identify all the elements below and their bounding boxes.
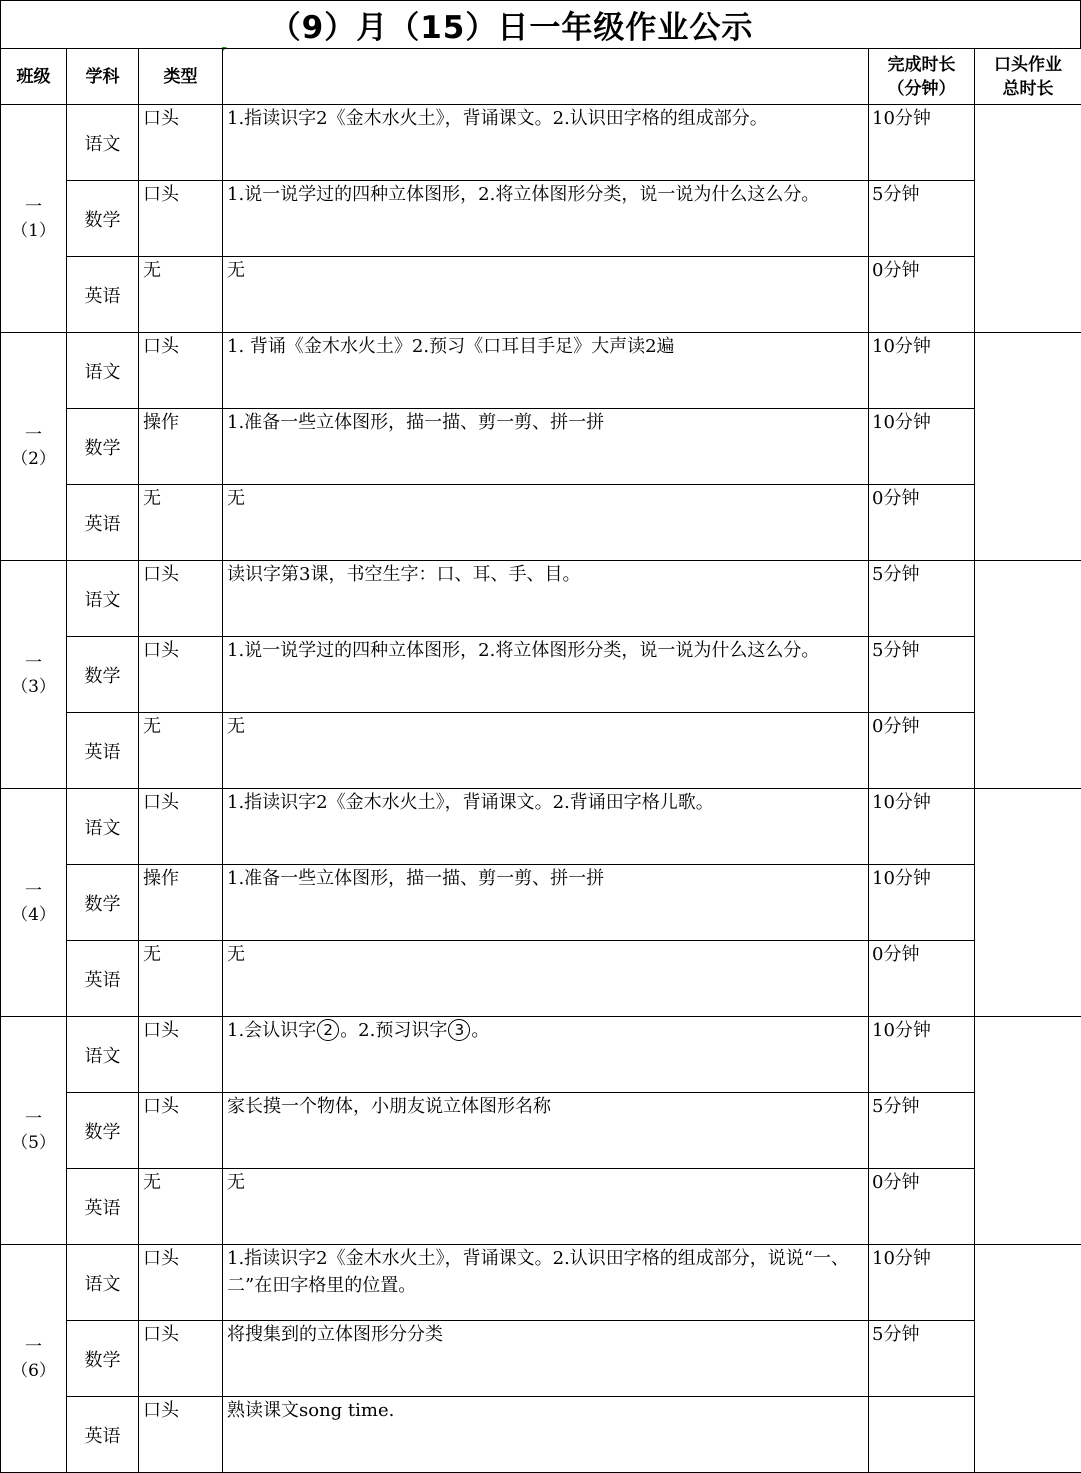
oral-total-cell bbox=[975, 1017, 1081, 1245]
table-row bbox=[1, 865, 1081, 941]
oral-total-cell bbox=[975, 789, 1081, 1017]
page-title bbox=[0, 0, 1081, 48]
subject-cell: 英语 bbox=[67, 941, 139, 1017]
oral-total-cell bbox=[975, 105, 1081, 333]
homework-table bbox=[0, 48, 1081, 1473]
content-cell: 1.指读识字2《金木水火土》，背诵课文。2.认识田字格的组成部分，说说“一、二”在田字格里的位置。 bbox=[223, 1245, 869, 1321]
content-text: 1.会认识字 bbox=[227, 1020, 317, 1041]
type-cell: 无 bbox=[139, 485, 223, 561]
duration-cell: 5分钟 bbox=[869, 637, 975, 713]
content-cell: 1.指读识字2《金木水火土》，背诵课文。2.认识田字格的组成部分。 bbox=[223, 105, 869, 181]
content-cell: 无 bbox=[223, 941, 869, 1017]
class-grade: 一 bbox=[25, 880, 42, 901]
oral-total-cell bbox=[975, 561, 1081, 789]
class-number: （4） bbox=[11, 904, 56, 925]
content-cell: 读识字第3课，书空生字：口、耳、手、目。 bbox=[223, 561, 869, 637]
circled-number: 2 bbox=[317, 1019, 339, 1041]
table-row bbox=[1, 1321, 1081, 1397]
table-row bbox=[1, 333, 1081, 409]
type-cell: 口头 bbox=[139, 561, 223, 637]
table-row bbox=[1, 105, 1081, 181]
page-title-text: （9）月（15）日一年级作业公示 bbox=[269, 10, 754, 46]
header-row bbox=[1, 49, 1081, 105]
content-text: 。 bbox=[471, 1020, 490, 1041]
subject-cell: 语文 bbox=[67, 105, 139, 181]
class-grade: 一 bbox=[25, 196, 42, 217]
content-cell: 无 bbox=[223, 485, 869, 561]
duration-cell: 5分钟 bbox=[869, 1093, 975, 1169]
content-cell bbox=[223, 1017, 869, 1093]
subject-cell: 数学 bbox=[67, 181, 139, 257]
type-cell: 口头 bbox=[139, 789, 223, 865]
duration-cell: 0分钟 bbox=[869, 485, 975, 561]
content-cell: 1. 背诵《金木水火土》2.预习《口耳目手足》大声读2遍 bbox=[223, 333, 869, 409]
oral-total-cell bbox=[975, 333, 1081, 561]
class-cell bbox=[1, 561, 67, 789]
class-number: （1） bbox=[11, 220, 56, 241]
header-oral-total-line1: 口头作业 bbox=[994, 54, 1062, 75]
duration-cell bbox=[869, 1397, 975, 1473]
subject-cell: 英语 bbox=[67, 1397, 139, 1473]
type-cell: 口头 bbox=[139, 1321, 223, 1397]
subject-cell: 英语 bbox=[67, 713, 139, 789]
type-cell: 无 bbox=[139, 713, 223, 789]
subject-cell: 语文 bbox=[67, 789, 139, 865]
type-cell: 无 bbox=[139, 257, 223, 333]
content-cell: 1.说一说学过的四种立体图形，2.将立体图形分类，说一说为什么这么分。 bbox=[223, 637, 869, 713]
content-cell: 1.说一说学过的四种立体图形，2.将立体图形分类，说一说为什么这么分。 bbox=[223, 181, 869, 257]
class-cell bbox=[1, 789, 67, 1017]
table-row bbox=[1, 1017, 1081, 1093]
header-oral-total bbox=[975, 49, 1081, 105]
table-row bbox=[1, 1093, 1081, 1169]
type-cell: 口头 bbox=[139, 1245, 223, 1321]
table-row bbox=[1, 789, 1081, 865]
oral-total-cell bbox=[975, 1245, 1081, 1473]
header-content bbox=[223, 49, 869, 105]
class-cell bbox=[1, 333, 67, 561]
duration-cell: 5分钟 bbox=[869, 561, 975, 637]
header-duration-line1: 完成时长 bbox=[887, 54, 956, 75]
class-grade: 一 bbox=[25, 652, 42, 673]
class-cell bbox=[1, 1245, 67, 1473]
table-row bbox=[1, 1245, 1081, 1321]
table-row bbox=[1, 257, 1081, 333]
content-cell: 家长摸一个物体，小朋友说立体图形名称 bbox=[223, 1093, 869, 1169]
subject-cell: 数学 bbox=[67, 637, 139, 713]
table-row bbox=[1, 1397, 1081, 1473]
table-row bbox=[1, 485, 1081, 561]
table-row bbox=[1, 561, 1081, 637]
class-grade: 一 bbox=[25, 1336, 42, 1357]
content-cell: 1.准备一些立体图形，描一描、剪一剪、拼一拼 bbox=[223, 865, 869, 941]
duration-cell: 10分钟 bbox=[869, 105, 975, 181]
subject-cell: 语文 bbox=[67, 561, 139, 637]
header-duration-line2: （分钟） bbox=[887, 78, 956, 99]
subject-cell: 语文 bbox=[67, 1245, 139, 1321]
subject-cell: 数学 bbox=[67, 409, 139, 485]
duration-cell: 10分钟 bbox=[869, 1245, 975, 1321]
content-cell: 将搜集到的立体图形分分类 bbox=[223, 1321, 869, 1397]
type-cell: 口头 bbox=[139, 181, 223, 257]
circled-number: 3 bbox=[448, 1019, 470, 1041]
content-cell: 无 bbox=[223, 257, 869, 333]
subject-cell: 数学 bbox=[67, 1093, 139, 1169]
table-row bbox=[1, 181, 1081, 257]
type-cell: 口头 bbox=[139, 333, 223, 409]
duration-cell: 10分钟 bbox=[869, 1017, 975, 1093]
class-number: （2） bbox=[11, 448, 56, 469]
type-cell: 口头 bbox=[139, 1017, 223, 1093]
content-cell: 熟读课文song time. bbox=[223, 1397, 869, 1473]
class-cell bbox=[1, 105, 67, 333]
table-row bbox=[1, 941, 1081, 1017]
content-cell: 无 bbox=[223, 713, 869, 789]
duration-cell: 5分钟 bbox=[869, 1321, 975, 1397]
duration-cell: 0分钟 bbox=[869, 257, 975, 333]
duration-cell: 5分钟 bbox=[869, 181, 975, 257]
duration-cell: 10分钟 bbox=[869, 865, 975, 941]
class-number: （6） bbox=[11, 1360, 56, 1381]
header-oral-total-line2: 总时长 bbox=[1002, 78, 1054, 99]
type-cell: 操作 bbox=[139, 409, 223, 485]
subject-cell: 英语 bbox=[67, 257, 139, 333]
type-cell: 口头 bbox=[139, 637, 223, 713]
content-cell: 1.指读识字2《金木水火土》，背诵课文。2.背诵田字格儿歌。 bbox=[223, 789, 869, 865]
class-grade: 一 bbox=[25, 424, 42, 445]
subject-cell: 语文 bbox=[67, 333, 139, 409]
content-cell: 无 bbox=[223, 1169, 869, 1245]
class-number: （5） bbox=[11, 1132, 56, 1153]
subject-cell: 数学 bbox=[67, 865, 139, 941]
duration-cell: 0分钟 bbox=[869, 941, 975, 1017]
table-row bbox=[1, 713, 1081, 789]
duration-cell: 0分钟 bbox=[869, 1169, 975, 1245]
type-cell: 口头 bbox=[139, 1093, 223, 1169]
table-row bbox=[1, 1169, 1081, 1245]
header-class: 班级 bbox=[1, 49, 67, 105]
subject-cell: 英语 bbox=[67, 1169, 139, 1245]
type-cell: 操作 bbox=[139, 865, 223, 941]
header-type: 类型 bbox=[139, 49, 223, 105]
duration-cell: 0分钟 bbox=[869, 713, 975, 789]
duration-cell: 10分钟 bbox=[869, 333, 975, 409]
content-cell: 1.准备一些立体图形，描一描、剪一剪、拼一拼 bbox=[223, 409, 869, 485]
type-cell: 口头 bbox=[139, 1397, 223, 1473]
table-row bbox=[1, 409, 1081, 485]
type-cell: 口头 bbox=[139, 105, 223, 181]
class-cell bbox=[1, 1017, 67, 1245]
type-cell: 无 bbox=[139, 1169, 223, 1245]
duration-cell: 10分钟 bbox=[869, 789, 975, 865]
table-row bbox=[1, 637, 1081, 713]
class-number: （3） bbox=[11, 676, 56, 697]
type-cell: 无 bbox=[139, 941, 223, 1017]
subject-cell: 语文 bbox=[67, 1017, 139, 1093]
class-grade: 一 bbox=[25, 1108, 42, 1129]
duration-cell: 10分钟 bbox=[869, 409, 975, 485]
subject-cell: 英语 bbox=[67, 485, 139, 561]
header-subject: 学科 bbox=[67, 49, 139, 105]
content-text: 。2.预习识字 bbox=[340, 1020, 448, 1041]
header-duration bbox=[869, 49, 975, 105]
subject-cell: 数学 bbox=[67, 1321, 139, 1397]
